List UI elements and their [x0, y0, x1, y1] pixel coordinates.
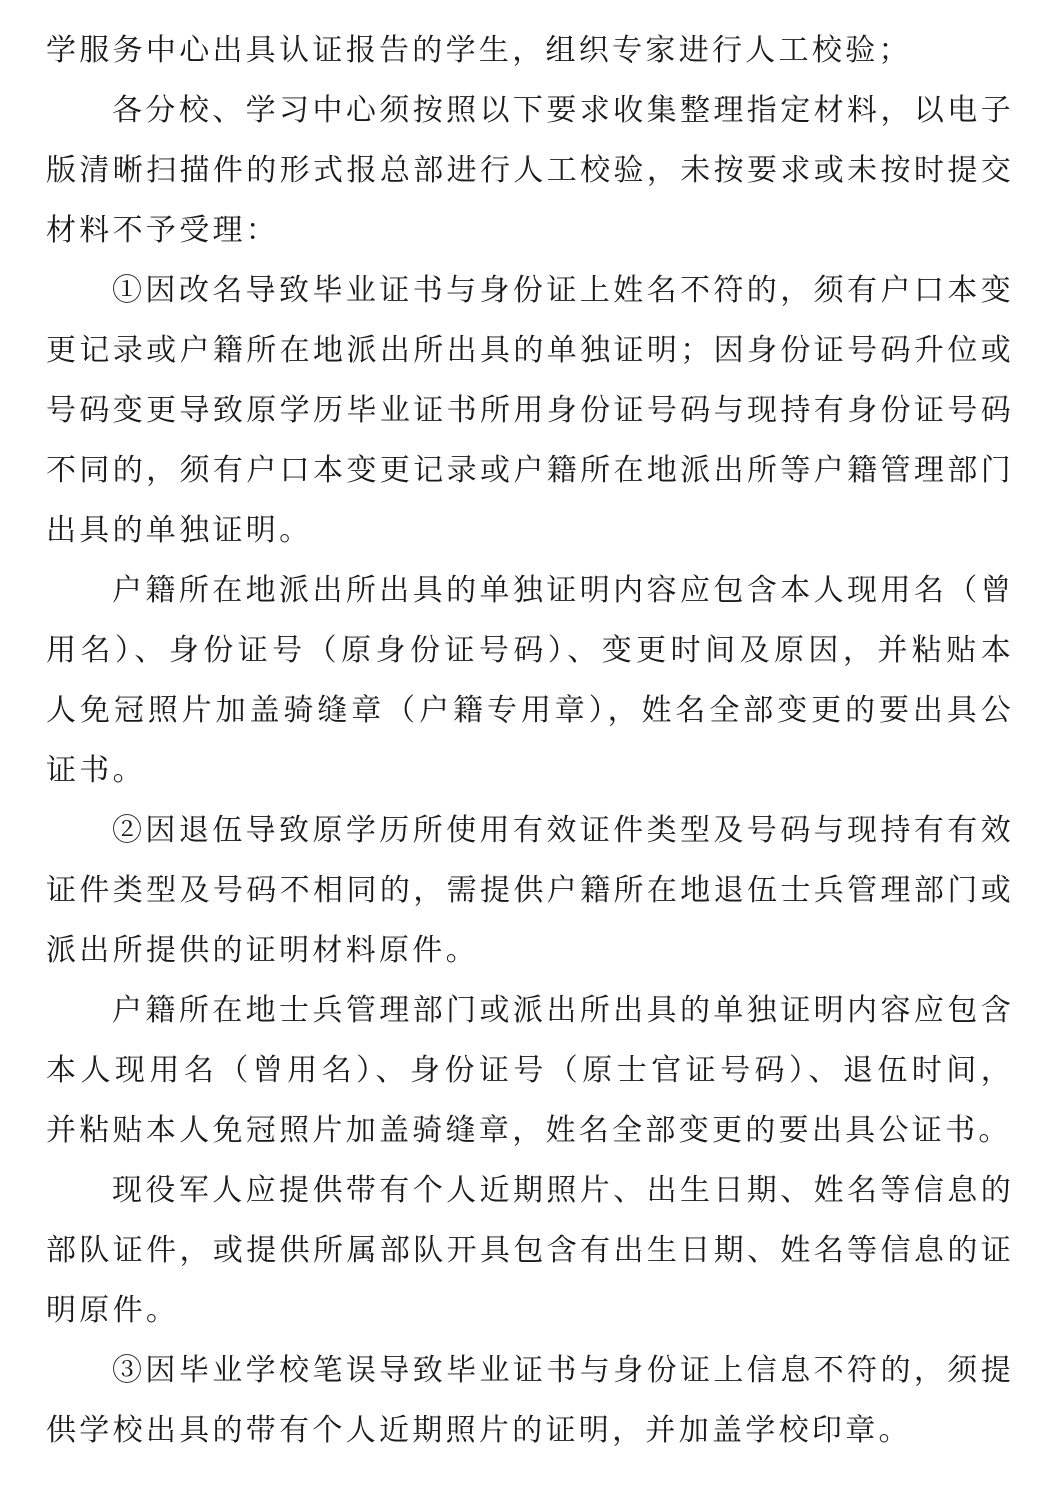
paragraph-school-error: ③因毕业学校笔误导致毕业证书与身份证上信息不符的，须提供学校出具的带有个人近期照片的证明，并加盖学校印章。	[46, 1353, 1014, 1448]
paragraph-veteran-certificate: 户籍所在地士兵管理部门或派出所出具的单独证明内容应包含本人现用名（曾用名）、身份证号（原士官证号码）、退伍时间，并粘贴本人免冠照片加盖骑缝章，姓名全部变更的要出具公证书。	[46, 993, 1014, 1148]
paragraph-continuation: 学服务中心出具认证报告的学生，组织专家进行人工校验；	[46, 33, 912, 68]
document-page	[46, 0, 1014, 1496]
paragraph-materials-requirement: 各分校、学习中心须按照以下要求收集整理指定材料，以电子版清晰扫描件的形式报总部进行人工校验，未按要求或未按时提交材料不予受理：	[46, 93, 1014, 248]
paragraph-name-change: ①因改名导致毕业证书与身份证上姓名不符的，须有户口本变更记录或户籍所在地派出所出具的单独证明；因身份证号码升位或号码变更导致原学历毕业证书所用身份证号码与现持有身份证号码不同的，须有户口本变更记录或户籍所在地派出所等户籍管理部门出具的单独证明。	[46, 273, 1014, 548]
paragraph-veteran-change: ②因退伍导致原学历所使用有效证件类型及号码与现持有有效证件类型及号码不相同的，需提供户籍所在地退伍士兵管理部门或派出所提供的证明材料原件。	[46, 813, 1014, 968]
paragraph-active-military: 现役军人应提供带有个人近期照片、出生日期、姓名等信息的部队证件，或提供所属部队开具包含有出生日期、姓名等信息的证明原件。	[46, 1173, 1014, 1328]
paragraph-police-certificate: 户籍所在地派出所出具的单独证明内容应包含本人现用名（曾用名）、身份证号（原身份证号码）、变更时间及原因，并粘贴本人免冠照片加盖骑缝章（户籍专用章），姓名全部变更的要出具公证书。	[46, 573, 1014, 788]
